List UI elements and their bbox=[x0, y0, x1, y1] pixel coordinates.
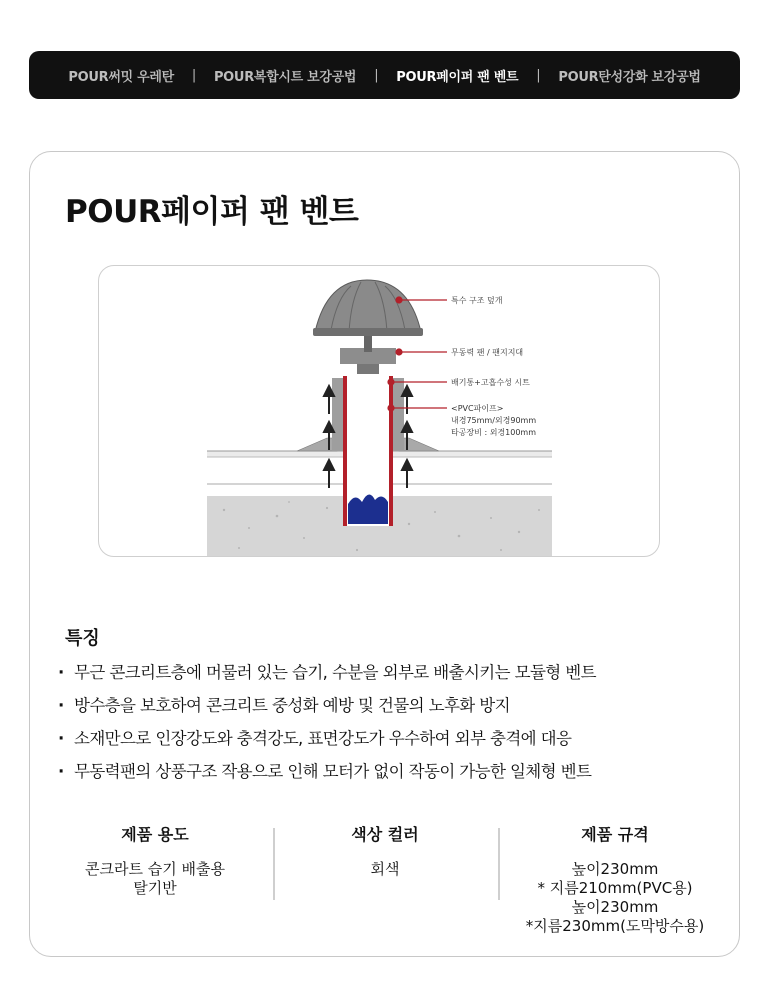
vent-sleeve-right bbox=[393, 378, 404, 451]
nav-separator: | bbox=[374, 67, 379, 83]
feature-item bbox=[58, 728, 728, 761]
spec-size bbox=[510, 822, 720, 936]
spec-size-line: * 지름210mm(PVC용) bbox=[537, 879, 693, 897]
spec-color-line: 회색 bbox=[370, 860, 400, 878]
spec-usage-line: 탈기반 bbox=[133, 879, 177, 897]
spec-size-line: 높이230mm bbox=[571, 860, 659, 878]
spec-divider bbox=[273, 828, 275, 900]
spec-usage-line: 콘크라트 습기 배출용 bbox=[85, 860, 225, 878]
spec-usage-value bbox=[50, 860, 260, 898]
spec-usage-label: 제품 용도 bbox=[121, 825, 189, 844]
nav-separator: | bbox=[536, 67, 541, 83]
bullet: · bbox=[58, 762, 64, 781]
callout-pvc-title: <PVC파이프> bbox=[451, 404, 504, 413]
nav-item-composite-sheet[interactable]: POUR복합시트 보강공법 bbox=[213, 69, 357, 85]
vent-cross-section-illustration bbox=[99, 266, 660, 557]
spec-divider bbox=[498, 828, 500, 900]
features-heading: 특징 bbox=[65, 628, 100, 649]
feature-item bbox=[58, 662, 728, 695]
top-nav bbox=[29, 51, 740, 99]
product-card bbox=[29, 151, 740, 957]
spec-size-value bbox=[510, 860, 720, 936]
spec-size-line: 높이230mm bbox=[571, 898, 659, 916]
feature-item bbox=[58, 761, 728, 794]
product-specs bbox=[30, 822, 741, 952]
callout-fan: 무동력 팬 / 팬지지대 bbox=[451, 348, 524, 357]
bullet: · bbox=[58, 663, 64, 682]
spec-color-value bbox=[285, 860, 485, 879]
bullet: · bbox=[58, 729, 64, 748]
pvc-pipe-wall-right bbox=[389, 376, 393, 526]
vent-cap bbox=[315, 280, 421, 332]
spec-color-label: 색상 컬러 bbox=[351, 825, 419, 844]
spec-size-line: *지름230mm(도막방수용) bbox=[525, 917, 705, 935]
nav-item-elastic-reinforcement[interactable]: POUR탄성강화 보강공법 bbox=[558, 69, 701, 85]
spec-color bbox=[285, 822, 485, 879]
nav-item-summit-urethane[interactable]: POUR써밋 우레탄 bbox=[68, 69, 174, 85]
spec-usage bbox=[50, 822, 260, 898]
nav-item-paper-fan-vent[interactable]: POUR페이퍼 팬 벤트 bbox=[396, 69, 519, 85]
product-diagram bbox=[98, 265, 660, 557]
pvc-pipe-wall-left bbox=[343, 376, 347, 526]
product-title: POUR페이퍼 팬 벤트 bbox=[65, 194, 359, 230]
callout-pvc-drill: 타공장비 : 외경100mm bbox=[451, 428, 537, 437]
features-list bbox=[58, 662, 728, 794]
callout-pipe-sheet: 배기통+고흡수성 시트 bbox=[451, 378, 530, 387]
feature-text: 무동력팬의 상풍구조 작용으로 인해 모터가 없이 작동이 가능한 일체형 벤트 bbox=[74, 762, 592, 781]
bullet: · bbox=[58, 696, 64, 715]
feature-text: 소재만으로 인장강도와 충격강도, 표면강도가 우수하여 외부 충격에 대응 bbox=[74, 729, 572, 748]
callout-pvc-inner: 내경75mm/외경90mm bbox=[451, 416, 537, 425]
nav-separator: | bbox=[191, 67, 196, 83]
feature-text: 방수층을 보호하여 콘크리트 중성화 예방 및 건물의 노후화 방지 bbox=[74, 696, 510, 715]
vent-sleeve-left bbox=[332, 378, 343, 451]
moisture-water bbox=[348, 494, 388, 524]
feature-text: 무근 콘크리트층에 머물러 있는 습기, 수분을 외부로 배출시키는 모듈형 벤트 bbox=[74, 663, 596, 682]
feature-item bbox=[58, 695, 728, 728]
callout-cap: 특수 구조 덮개 bbox=[451, 296, 503, 305]
spec-size-label: 제품 규격 bbox=[581, 825, 649, 844]
